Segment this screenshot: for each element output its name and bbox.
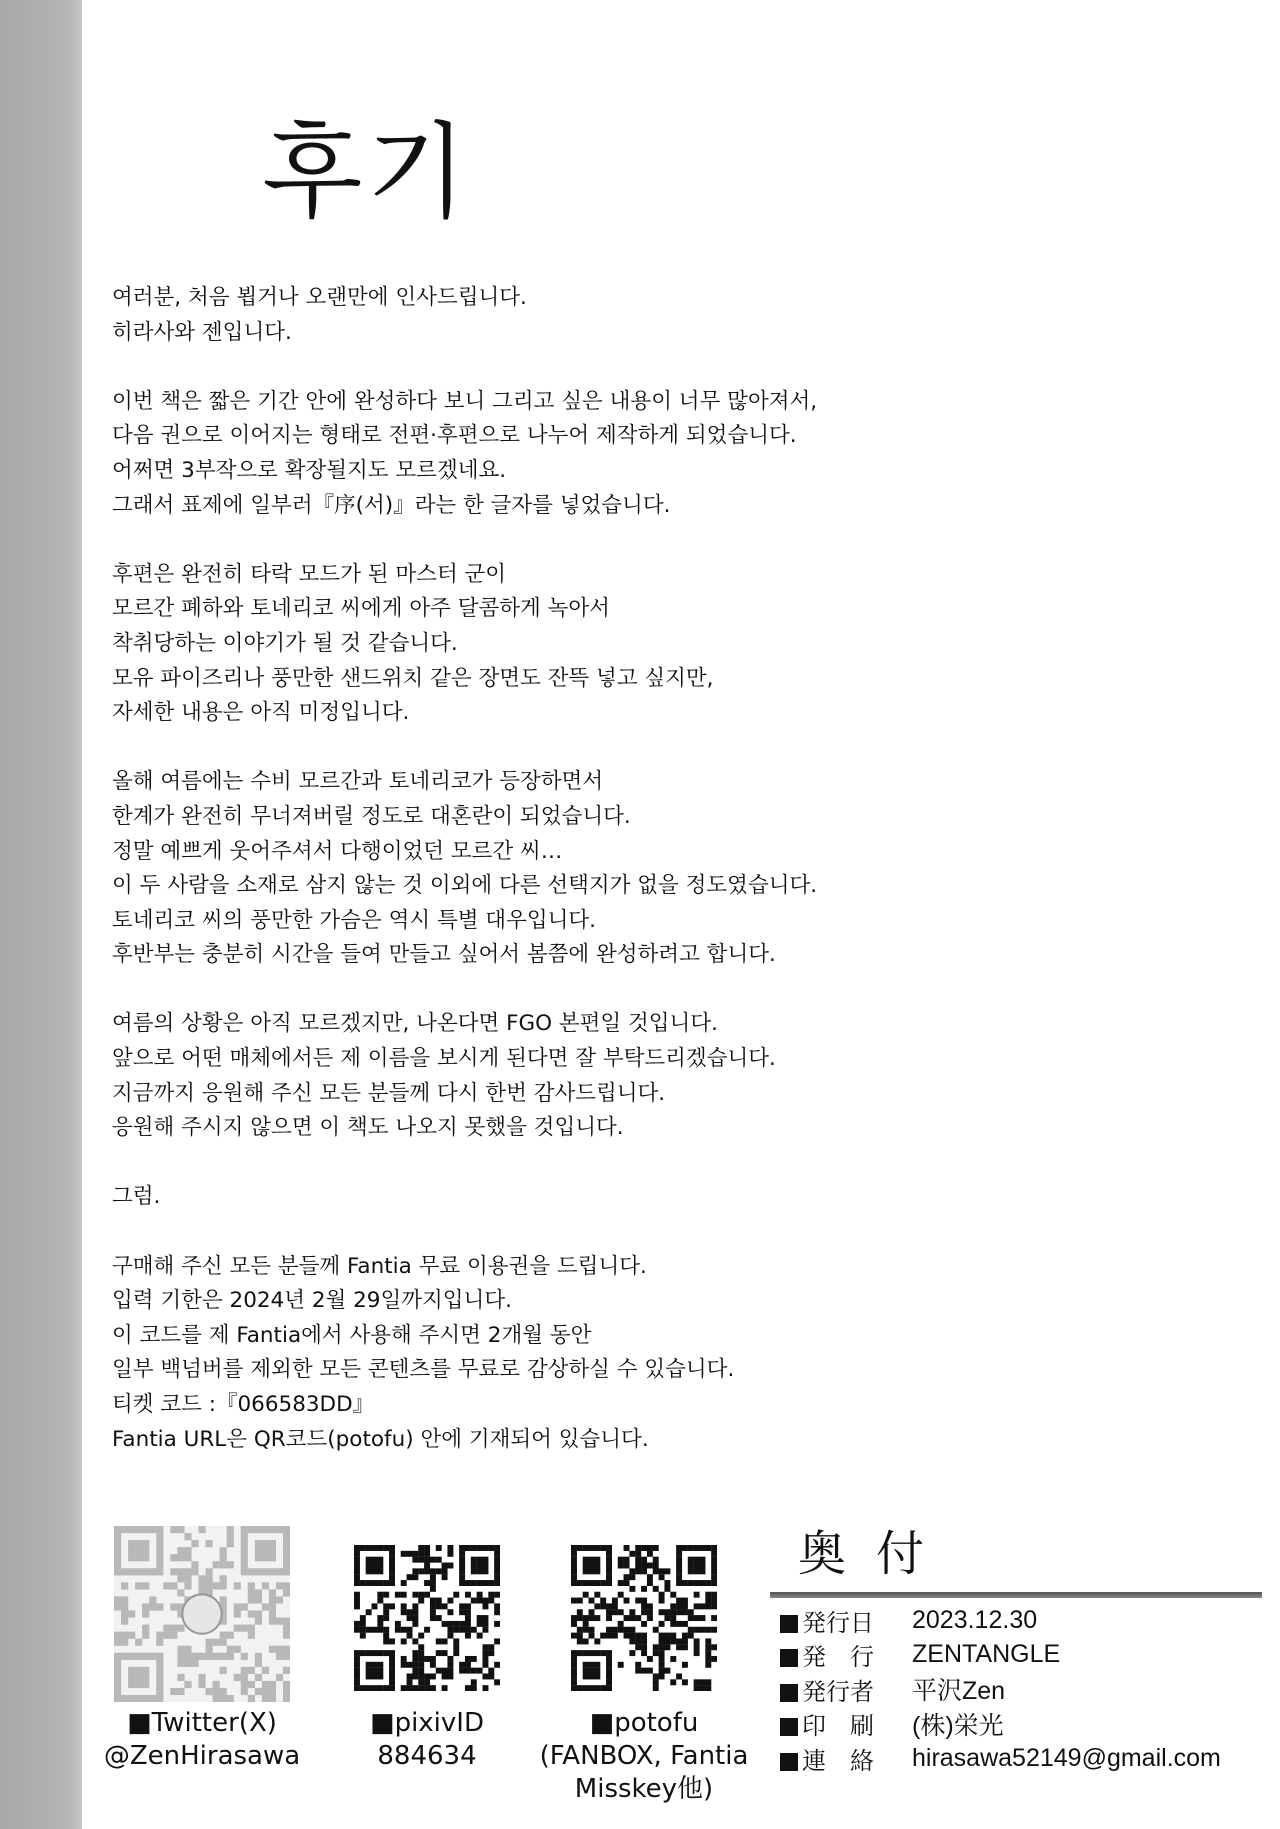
colophon-row <box>780 1603 1260 1638</box>
paragraph <box>112 1180 1212 1215</box>
text-line: Fantia URL은 QR코드(potofu) 안에 기재되어 있습니다. <box>112 1426 649 1452</box>
afterword-body <box>112 281 1212 1492</box>
square-bullet-icon <box>780 1718 798 1736</box>
paragraph <box>112 1250 1212 1458</box>
pixiv-qr-label <box>322 1707 532 1773</box>
colophon-table <box>780 1603 1260 1776</box>
twitter-qr-label <box>92 1707 312 1773</box>
qr-label-line: @ZenHirasawa <box>103 1741 301 1771</box>
text-line: 앞으로 어떤 매체에서든 제 이름을 보시게 된다면 잘 부탁드리겠습니다. <box>112 1046 776 1072</box>
colophon-key <box>780 1637 912 1672</box>
colophon-key-text: 連 絡 <box>802 1746 874 1775</box>
text-line: 한계가 완전히 무너져버릴 정도로 대혼란이 되었습니다. <box>112 803 631 829</box>
text-line: 토네리코 씨의 풍만한 가슴은 역시 특별 대우입니다. <box>112 907 596 933</box>
colophon-value: 平沢Zen <box>912 1677 1006 1706</box>
square-bullet-icon <box>780 1649 798 1667</box>
qr-label-line: (FANBOX, Fantia <box>539 1741 749 1771</box>
text-line: 이번 책은 짧은 기간 안에 완성하다 보니 그리고 싶은 내용이 너무 많아져서, <box>112 388 818 414</box>
text-line: 모유 파이즈리나 풍만한 샌드위치 같은 장면도 잔뜩 넣고 싶지만, <box>112 665 714 691</box>
colophon-title: 奥付 <box>798 1526 955 1582</box>
colophon-key <box>780 1741 912 1776</box>
twitter-qr-code[interactable] <box>114 1526 290 1702</box>
square-bullet-icon <box>780 1753 798 1771</box>
colophon-key <box>780 1672 912 1707</box>
text-line: 히라사와 젠입니다. <box>112 319 292 345</box>
qr-label-line: ■pixivID <box>370 1708 484 1738</box>
colophon-row <box>780 1672 1260 1707</box>
colophon-value: 2023.12.30 <box>912 1605 1038 1634</box>
pixiv-qr-code[interactable] <box>354 1545 500 1691</box>
text-line: 후편은 완전히 타락 모드가 된 마스터 군이 <box>112 561 507 587</box>
colophon-row <box>780 1707 1260 1742</box>
square-bullet-icon <box>780 1684 798 1702</box>
paragraph <box>112 765 1212 973</box>
paragraph <box>112 558 1212 731</box>
text-line: 착취당하는 이야기가 될 것 같습니다. <box>112 630 458 656</box>
qr-label-line: 884634 <box>377 1741 477 1771</box>
text-line: 어쩌면 3부작으로 확장될지도 모르겠네요. <box>112 457 507 483</box>
text-line: 일부 백넘버를 제외한 모든 콘텐츠를 무료로 감상하실 수 있습니다. <box>112 1357 735 1383</box>
square-bullet-icon <box>780 1615 798 1633</box>
text-line: 후반부는 충분히 시간을 들여 만들고 싶어서 봄쯤에 완성하려고 합니다. <box>112 942 776 968</box>
text-line: 여름의 상황은 아직 모르겠지만, 나온다면 FGO 본편일 것입니다. <box>112 1011 718 1037</box>
text-line: 다음 권으로 이어지는 형태로 전편·후편으로 나누어 제작하게 되었습니다. <box>112 423 797 449</box>
text-line: 그래서 표제에 일부러『序(서)』라는 한 글자를 넣었습니다. <box>112 492 671 518</box>
left-gray-strip <box>0 0 82 1829</box>
colophon-value: hirasawa52149@gmail.com <box>912 1743 1221 1772</box>
qr-label-line: ■Twitter(X) <box>127 1708 277 1738</box>
potofu-qr-label <box>522 1707 766 1806</box>
text-line: 응원해 주시지 않으면 이 책도 나오지 못했을 것입니다. <box>112 1115 624 1141</box>
colophon-key-text: 印 刷 <box>802 1712 874 1741</box>
text-line: 티켓 코드 :『066583DD』 <box>112 1392 375 1417</box>
page-title: 후기 <box>262 111 471 233</box>
paragraph <box>112 1007 1212 1145</box>
text-line: 정말 예쁘게 웃어주셔서 다행이었던 모르간 씨… <box>112 838 563 864</box>
text-line: 지금까지 응원해 주신 모든 분들께 다시 한번 감사드립니다. <box>112 1080 666 1106</box>
colophon-value: ZENTANGLE <box>912 1640 1061 1669</box>
colophon-value: (株)栄光 <box>912 1711 1004 1740</box>
paragraph <box>112 281 1212 350</box>
colophon-key-text: 発行者 <box>802 1677 874 1706</box>
colophon-key <box>780 1706 912 1741</box>
colophon-key <box>780 1603 912 1638</box>
colophon-divider <box>770 1592 1262 1598</box>
text-line: 자세한 내용은 아직 미정입니다. <box>112 700 410 726</box>
text-line: 이 코드를 제 Fantia에서 사용해 주시면 2개월 동안 <box>112 1322 592 1348</box>
qr-label-line: Misskey他) <box>574 1774 714 1804</box>
text-line: 이 두 사람을 소재로 삼지 않는 것 이외에 다른 선택지가 없을 정도였습니다. <box>112 873 818 899</box>
colophon-key-text: 発行日 <box>802 1608 874 1637</box>
qr-label-line: ■potofu <box>589 1708 699 1738</box>
colophon-key-text: 発 行 <box>802 1643 874 1672</box>
colophon-row <box>780 1741 1260 1776</box>
text-line: 그럼. <box>112 1184 161 1210</box>
text-line: 구매해 주신 모든 분들께 Fantia 무료 이용권을 드립니다. <box>112 1253 647 1279</box>
text-line: 올해 여름에는 수비 모르간과 토네리코가 등장하면서 <box>112 769 604 795</box>
text-line: 모르간 폐하와 토네리코 씨에게 아주 달콤하게 녹아서 <box>112 596 610 622</box>
text-line: 여러분, 처음 뵙거나 오랜만에 인사드립니다. <box>112 285 527 310</box>
colophon-row <box>780 1638 1260 1673</box>
text-line: 입력 기한은 2024년 2월 29일까지입니다. <box>112 1288 512 1314</box>
potofu-qr-code[interactable] <box>571 1545 717 1691</box>
paragraph <box>112 385 1212 523</box>
